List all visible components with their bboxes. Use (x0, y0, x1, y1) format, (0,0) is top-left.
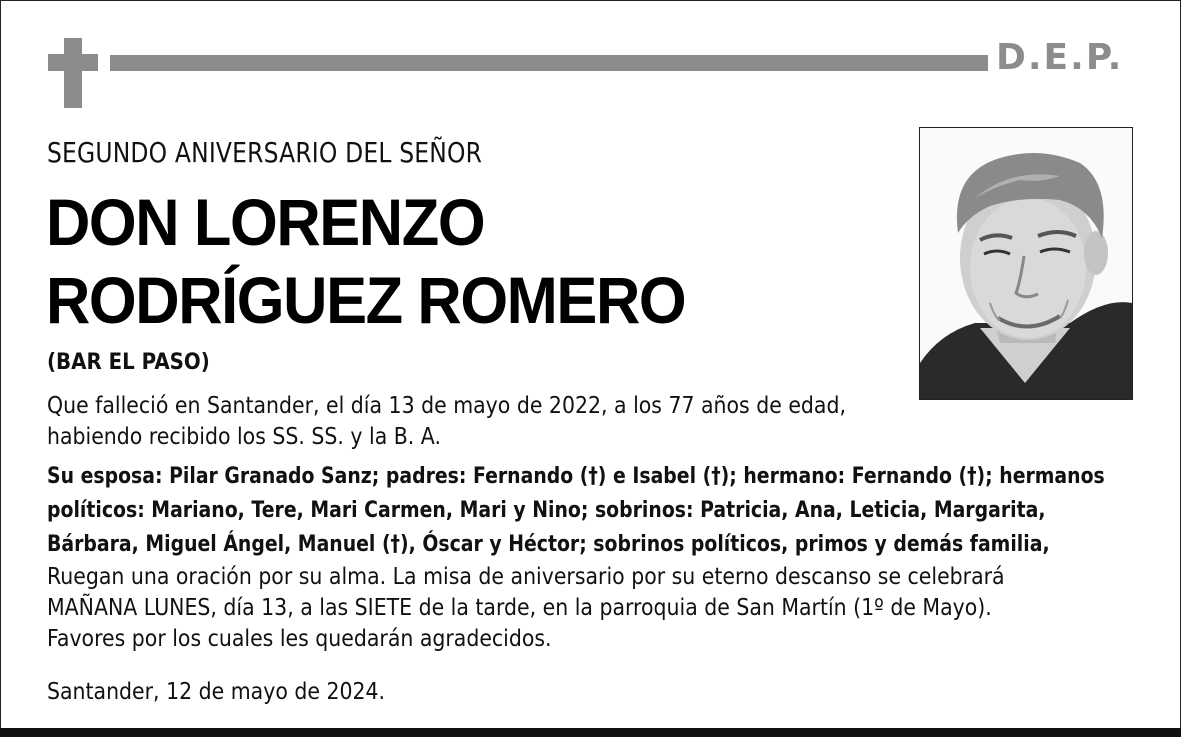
cross-vertical-bar (64, 38, 82, 108)
alias-text: (BAR EL PASO) (47, 350, 210, 375)
dep-label: D.E.P. (996, 37, 1124, 78)
intro-text: SEGUNDO ANIVERSARIO DEL SEÑOR (47, 136, 483, 169)
death-line: habiendo recibido los SS. SS. y la B. A. (47, 424, 441, 450)
family-line: políticos: Mariano, Tere, Mari Carmen, Mari y Nino; sobrinos: Patricia, Ana, Leticia, Margarita, (47, 498, 1046, 523)
deceased-name-line1: DON LORENZO (46, 185, 485, 259)
death-line: Que falleció en Santander, el día 13 de mayo de 2022, a los 77 años de edad, (47, 393, 846, 419)
deceased-name-line2: RODRÍGUEZ ROMERO (46, 263, 686, 337)
family-line: Su esposa: Pilar Granado Sanz; padres: Fernando (†) e Isabel (†); hermano: Fernando (†); hermanos (47, 464, 1105, 489)
portrait-photo (919, 127, 1133, 400)
place-date: Santander, 12 de mayo de 2024. (47, 679, 386, 705)
family-paragraph (47, 460, 1105, 562)
family-line: Bárbara, Miguel Ángel, Manuel (†), Óscar y Héctor; sobrinos políticos, primos y demás familia, (47, 532, 1050, 557)
header-rule (110, 55, 988, 71)
death-paragraph (47, 391, 846, 453)
portrait-illustration (920, 128, 1132, 399)
bottom-rule (0, 728, 1181, 737)
mass-line: Favores por los cuales les quedarán agradecidos. (47, 626, 552, 652)
mass-line: Ruegan una oración por su alma. La misa de aniversario por su eterno descanso se celebrará (47, 564, 1005, 590)
mass-paragraph (47, 562, 1005, 655)
mass-line: MAÑANA LUNES, día 13, a las SIETE de la tarde, en la parroquia de San Martín (1º de Mayo). (47, 595, 992, 621)
cross-horizontal-bar (48, 54, 98, 71)
